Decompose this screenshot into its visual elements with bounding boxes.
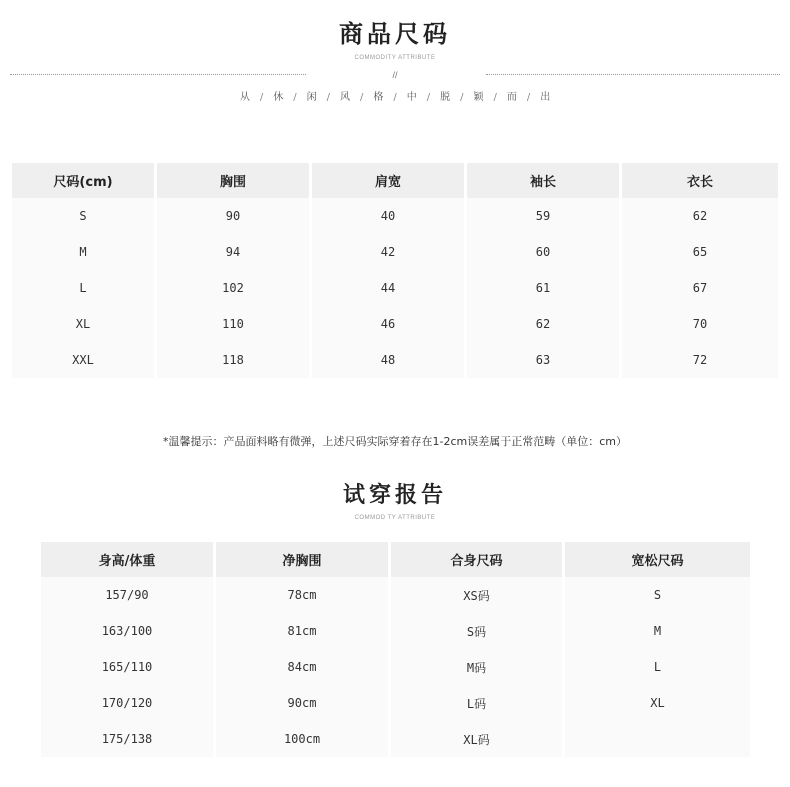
table-cell: 170/120: [41, 685, 213, 721]
tagline-char: 风: [339, 92, 350, 103]
table-cell: S码: [391, 613, 562, 649]
tagline-char: 闲: [306, 92, 317, 103]
table-cell: 72: [622, 342, 778, 378]
table-cell: L: [12, 270, 154, 306]
column-header: 合身尺码: [391, 542, 562, 577]
table-row: [41, 721, 750, 757]
table-cell: 62: [622, 198, 778, 234]
table-cell: 165/110: [41, 649, 213, 685]
table-cell: 157/90: [41, 577, 213, 613]
column-header: 身高/体重: [41, 542, 213, 577]
table-cell: XL: [12, 306, 154, 342]
column-header: 衣长: [622, 163, 778, 198]
table-cell: S: [565, 577, 750, 613]
table-cell: 90: [157, 198, 309, 234]
table-cell: 59: [467, 198, 619, 234]
tagline-char: 颖: [473, 92, 484, 103]
tagline-char: 脱: [440, 92, 451, 103]
table-cell: 63: [467, 342, 619, 378]
tagline-separator: /: [393, 92, 397, 103]
table-cell: L: [565, 649, 750, 685]
table-cell: 118: [157, 342, 309, 378]
table-cell: 90cm: [216, 685, 388, 721]
table-cell: S: [12, 198, 154, 234]
table-cell: 84cm: [216, 649, 388, 685]
table-cell: M码: [391, 649, 562, 685]
table-cell: 42: [312, 234, 464, 270]
table-row: [12, 342, 778, 378]
table-cell: [565, 721, 750, 757]
table-cell: M: [565, 613, 750, 649]
table-cell: 78cm: [216, 577, 388, 613]
table-cell: M: [12, 234, 154, 270]
tagline-separator: /: [493, 92, 497, 103]
table-cell: 100cm: [216, 721, 388, 757]
tagline-char: 出: [540, 92, 551, 103]
column-header: 袖长: [467, 163, 619, 198]
table-row: [41, 613, 750, 649]
table-cell: 110: [157, 306, 309, 342]
tagline-separator: /: [326, 92, 330, 103]
table-cell: 61: [467, 270, 619, 306]
table-cell: 67: [622, 270, 778, 306]
fit-section-subtitle: COMMOD TY ATTRIBUTE: [354, 515, 436, 521]
table-cell: 65: [622, 234, 778, 270]
divider-mark: //: [392, 70, 398, 80]
tagline-separator: /: [359, 92, 364, 103]
tagline-separator: /: [293, 92, 297, 103]
fit-table: [38, 542, 753, 757]
table-row: [12, 306, 778, 342]
table-row: [41, 577, 750, 613]
tagline-separator: /: [426, 92, 431, 103]
table-cell: 48: [312, 342, 464, 378]
column-header: 尺码(cm): [12, 163, 154, 198]
table-cell: L码: [391, 685, 562, 721]
size-table: [9, 163, 781, 378]
table-cell: 70: [622, 306, 778, 342]
tagline: [0, 88, 790, 103]
table-cell: 60: [467, 234, 619, 270]
table-row: [12, 270, 778, 306]
table-row: [12, 198, 778, 234]
table-cell: 175/138: [41, 721, 213, 757]
size-note: *温馨提示：产品面料略有微弹，上述尺码实际穿着存在1-2cm误差属于正常范畴（单位：cm）: [163, 435, 627, 448]
tagline-char: 格: [373, 92, 384, 103]
column-header: 肩宽: [312, 163, 464, 198]
table-cell: 102: [157, 270, 309, 306]
table-cell: 40: [312, 198, 464, 234]
size-section-title: 商品尺码: [339, 19, 451, 48]
table-cell: 62: [467, 306, 619, 342]
tagline-char: 而: [506, 92, 517, 103]
table-row: [12, 234, 778, 270]
table-cell: 46: [312, 306, 464, 342]
table-cell: XS码: [391, 577, 562, 613]
tagline-separator: /: [460, 92, 464, 103]
table-cell: 44: [312, 270, 464, 306]
tagline-separator: /: [259, 92, 264, 103]
column-header: 净胸围: [216, 542, 388, 577]
tagline-separator: /: [526, 92, 531, 103]
table-cell: 163/100: [41, 613, 213, 649]
table-cell: XXL: [12, 342, 154, 378]
column-header: 宽松尺码: [565, 542, 750, 577]
tagline-char: 休: [273, 92, 284, 103]
table-cell: 94: [157, 234, 309, 270]
table-cell: XL码: [391, 721, 562, 757]
fit-section-title: 试穿报告: [342, 482, 447, 508]
table-row: [41, 649, 750, 685]
tagline-char: 从: [239, 92, 250, 103]
tagline-char: 中: [406, 92, 417, 103]
table-row: [41, 685, 750, 721]
column-header: 胸围: [157, 163, 309, 198]
table-cell: 81cm: [216, 613, 388, 649]
size-section-subtitle: COMMODITY ATTRIBUTE: [354, 55, 436, 61]
table-cell: XL: [565, 685, 750, 721]
